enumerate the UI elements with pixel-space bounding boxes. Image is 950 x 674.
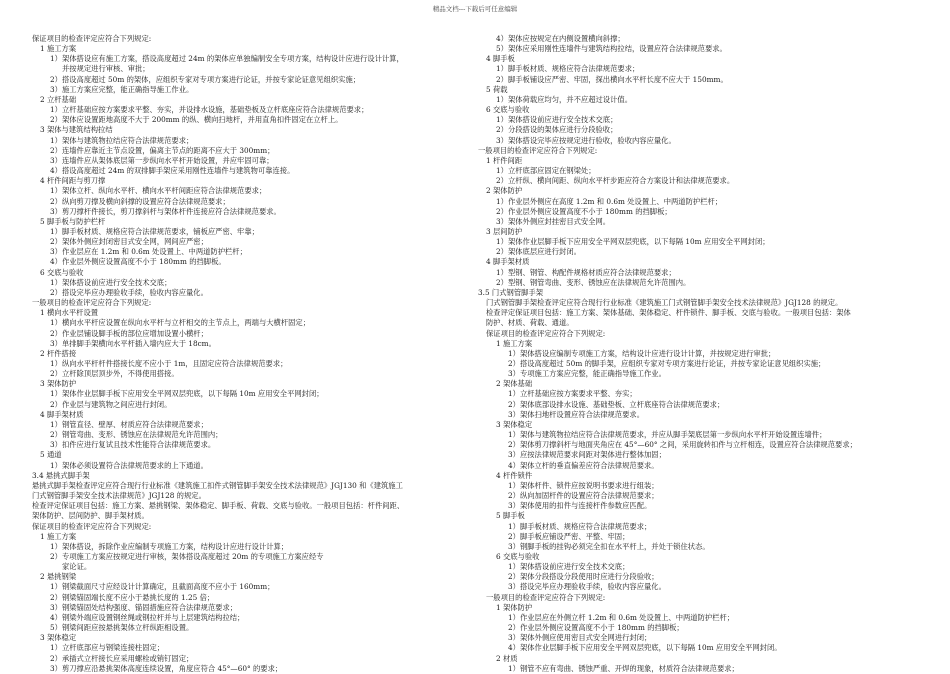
right-text-line: 1）立杆基础应按方案要求平整、夯实； — [508, 389, 637, 399]
right-text-line: 防护、材质、荷载、通道。 — [486, 318, 574, 328]
left-column — [32, 34, 480, 674]
right-text-line: 2）脚手板铺设应严密、牢固，探出横向水平杆长度不应大于 150mm。 — [496, 74, 728, 84]
right-text-line: 4 杆件锁件 — [496, 470, 533, 480]
left-text-line: 3.4 悬挑式脚手架 — [32, 470, 90, 480]
left-text-line: 并按规定进行审核、审批； — [62, 64, 150, 74]
right-text-line: 2）立杆纵、横向间距、纵向水平杆步距应符合方案设计和法律规范要求。 — [496, 176, 735, 186]
right-text-line: 5 荷载 — [486, 84, 508, 94]
left-text-line: 3）连墙件应从架体底层第一步纵向水平杆开始设置，并应牢固可靠； — [50, 155, 274, 165]
right-text-line: 2）作业层外侧应设置高度不小于 180mm 的挡脚板； — [496, 206, 672, 216]
right-text-line: 2 材质 — [496, 653, 518, 663]
right-text-line: 4 脚手板 — [486, 54, 515, 64]
left-text-line: 1）架体搭设前应进行安全技术交底； — [50, 277, 172, 287]
right-text-line: 3）架体搭设完毕应按规定进行验收，验收内容应量化。 — [496, 135, 676, 145]
left-text-line: 2）立杆除顶层顶步外，不得使用搭接。 — [50, 369, 179, 379]
right-text-line: 1）架体作业层脚手板下应用安全平网双层兜底，以下每隔 10m 应用安全平网封闭； — [496, 237, 770, 247]
right-text-line: 保证项目的检查评定应符合下列规定: — [486, 328, 606, 338]
right-text-line: 1 杆件间距 — [486, 155, 523, 165]
right-text-line: 1）架体搭设应编制专项施工方案，结构设计应进行设计计算，并按规定进行审批； — [508, 348, 776, 358]
right-text-line: 1 施工方案 — [496, 338, 533, 348]
left-text-line: 1）立杆底部应与钢梁连接柱固定； — [50, 643, 165, 653]
left-text-line: 架体防护、层间防护、脚手架材质。 — [32, 511, 149, 521]
left-text-line: 2）搭设完毕应办理验收手续，验收内容应量化。 — [50, 287, 208, 297]
right-text-line: 1）架体荷载应均匀，并不应超过设计值。 — [496, 94, 632, 104]
left-text-line: 1）钢梁截面尺寸应经设计计算确定，且截面高度不应小于 160mm； — [50, 582, 275, 592]
left-text-line: 4 脚手架材质 — [40, 409, 84, 419]
right-text-line: 3）架体扫地杆设置应符合法律规范要求。 — [508, 409, 644, 419]
left-text-line: 3 架体防护 — [40, 379, 77, 389]
right-text-line: 2）脚手板应铺设严密、平整、牢固； — [508, 531, 630, 541]
left-text-line: 1）脚手板材质、规格应符合法律规范要求，铺板应严密、牢靠； — [50, 226, 259, 236]
left-text-line: 1）纵向水平杆杆件搭接长度不应小于 1m，且固定应符合法律规范要求； — [50, 359, 288, 368]
left-text-line: 3）剪刀撑杆件接长，剪刀撑斜杆与架体杆件连接应符合法律规范要求。 — [50, 206, 281, 216]
right-text-line: 1）架体搭设前应进行安全技术交底； — [496, 115, 618, 125]
right-text-line: 2）架体底部设排水设施、基础垫板、立杆底座符合法律规范要求； — [508, 399, 725, 409]
right-text-line: 4）架体立杆的垂直偏差应符合法律规范要求。 — [508, 460, 659, 470]
right-text-line: 4）架体作业层脚手板下应用安全平网双层兜底，以下每隔 10m 应用安全平网封闭。 — [508, 643, 782, 653]
right-text-line: 1）脚手板材质、规格应符合法律规范要求； — [508, 521, 652, 531]
left-text-line: 1）架体立杆、纵向水平杆、横向水平杆间距应符合法律规范要求； — [50, 186, 267, 196]
left-text-line: 2 立杆基础 — [40, 94, 77, 104]
left-text-line: 2）作业层与建筑物之间应进行封闭。 — [50, 399, 172, 409]
right-text-line: 1）钢管不应有弯曲、锈蚀严重、开焊的现象，材质符合法律规范要求； — [508, 663, 739, 673]
left-text-line: 悬挑式脚手架检查评定应符合现行行业标准《建筑施工扣件式钢管脚手架安全技术法律规范》JGJ130 和《建筑施工 — [32, 480, 403, 490]
left-text-line: 1）架体作业层脚手板下应用安全平网双层兜底，以下每隔 10m 应用安全平网封闭； — [50, 389, 324, 399]
right-text-line: 2）纵向加固杆件的设置应符合法律规范要求； — [508, 491, 659, 501]
right-text-line: 门式钢管脚手架检查评定应符合现行行业标准《建筑施工门式钢管脚手架安全技术法律规范》JGJ128 的规定。 — [486, 298, 843, 308]
left-text-line: 5 脚手板与防护栏杆 — [40, 216, 106, 226]
left-text-line: 2）承插式立杆接长应采用螺栓或销钉固定； — [50, 653, 194, 663]
right-text-line: 2）搭设高度超过 50m 的脚手架，应组织专家对专项方案进行论证，并按专家论证意见组织实施； — [508, 359, 826, 368]
left-text-line: 1）架体搭设应有施工方案，搭设高度超过 24m 的架体应单独编制安全专项方案，结构设计应进行设计计算， — [50, 54, 404, 64]
left-text-line: 1）架体必须设置符合法律规范要求的上下通道。 — [50, 460, 208, 470]
right-text-line: 3）应按法律规范要求间距对架体进行整体加固； — [508, 450, 666, 460]
right-text-line: 2）作业层外侧应设置高度不小于 180mm 的挡脚板； — [508, 623, 684, 633]
left-text-line: 1）钢管直径、壁厚、材质应符合法律规范要求； — [50, 419, 208, 429]
left-text-line: 3）剪刀撑应沿悬挑架体高度连续设置，角度应符合 45°—60° 的要求； — [50, 663, 283, 673]
left-text-line: 5 通道 — [40, 450, 62, 460]
left-text-line: 2）专项施工方案应按规定进行审核，架体搭设高度超过 20m 的专项施工方案应经专 — [50, 551, 324, 561]
left-text-line: 2）钢管弯曲、变形、锈蚀应在法律规范允许范围内； — [50, 430, 223, 440]
right-text-line: 2 架体基础 — [496, 379, 533, 389]
left-text-line: 1 横向水平杆设置 — [40, 308, 99, 318]
left-text-line: 3）钢梁锚固处结构强度、锚固措施应符合法律规范要求； — [50, 602, 238, 612]
left-text-line: 2）钢梁锚固端长度不应小于悬挑长度的 1.25 倍； — [50, 592, 215, 602]
right-text-line: 1）架体搭设前应进行安全技术交底； — [508, 562, 630, 572]
right-text-line: 1）脚手板材质、规格应符合法律规范要求； — [496, 64, 640, 74]
left-text-line: 检查评定保证项目包括：施工方案、悬挑钢梁、架体稳定、脚手板、荷载、交底与验收。一般项目包括：杆件间距、 — [32, 501, 405, 511]
left-text-line: 保证项目的检查评定应符合下列规定: — [32, 34, 152, 43]
right-text-line: 4 脚手架材质 — [486, 257, 530, 267]
right-text-line: 3）钢脚手板的挂钩必须完全扣在水平杆上，并处于锁住状态。 — [508, 541, 710, 551]
right-text-line: 3 层间防护 — [486, 226, 523, 236]
left-text-line: 3 架体稳定 — [40, 633, 77, 643]
left-text-line: 1）架体与建筑物拉结应符合法律规范要求； — [50, 135, 194, 145]
left-text-line: 保证项目的检查评定应符合下列规定: — [32, 521, 152, 531]
right-text-line: 1）架体与建筑物拉结应符合法律规范要求，并应从脚手架底层第一步纵向水平杆开始设置连墙件； — [508, 430, 827, 440]
left-text-line: 3）单排脚手架横向水平杆插入墙内应大于 18cm。 — [50, 338, 216, 348]
right-text-line: 2）型钢、钢管弯曲、变形、锈蚀应在法律规范允许范围内。 — [496, 277, 691, 287]
right-text-line: 3）架体使用的扣件与连接杆件参数应匹配。 — [508, 501, 652, 511]
right-text-line: 1）架体杆件、锁件应按说明书要求进行组装； — [508, 480, 659, 490]
left-text-line: 一般项目的检查评定应符合下列规定: — [32, 298, 152, 308]
left-text-line: 4）搭设高度超过 24m 的双排脚手架应采用刚性连墙件与建筑物可靠连接。 — [50, 166, 295, 176]
left-text-line: 1）横向水平杆应设置在纵向水平杆与立杆相交的主节点上，两端与大横杆固定； — [50, 318, 311, 328]
left-text-line: 2 杆件搭接 — [40, 348, 77, 358]
left-text-line: 3）施工方案应完整，能正确指导施工作业。 — [50, 84, 194, 94]
right-text-line: 一般项目的检查评定应符合下列规定: — [478, 145, 598, 155]
left-text-line: 3）作业层应在 1.2m 和 0.6m 处设置上、中两道防护栏杆； — [50, 247, 247, 257]
left-text-line: 4）钢梁外端应设置钢丝绳或钢拉杆并与上层建筑结构拉结； — [50, 612, 245, 622]
left-text-line: 2）搭设高度超过 50m 的架体，应组织专家对专项方案进行论证，并按专家论证意见组织实施； — [50, 74, 361, 84]
right-text-line: 3）架体外侧应使用密目式安全网进行封闭； — [508, 633, 652, 643]
right-text-line: 3 架体稳定 — [496, 419, 533, 429]
left-text-line: 4）作业层外侧应设置高度不小于 180mm 的挡脚板。 — [50, 257, 226, 267]
right-text-line: 1）型钢、钢管、构配件规格材质应符合法律规范要求； — [496, 267, 676, 277]
left-text-line: 1）立杆基础应按方案要求平整、夯实，并设排水设施，基础垫板及立杆底座应符合法律规范要求； — [50, 105, 369, 115]
left-text-line: 门式钢管脚手架安全技术法律规范》JGJ128 的规定。 — [32, 491, 206, 501]
left-text-line: 2）架体应设置距地高度不大于 200mm 的纵、横向扫地杆，并用直角扣件固定在立杆上。 — [50, 115, 343, 125]
right-text-line: 2）架体分段搭设分段使用时应进行分段验收； — [508, 572, 659, 582]
right-text-line: 3）搭设完毕应办理验收手续，验收内容应量化。 — [508, 582, 666, 592]
left-text-line: 1 施工方案 — [40, 44, 77, 54]
right-text-line: 1）作业层应在外侧立杆 1.2m 和 0.6m 处设置上、中两道防护栏杆； — [508, 612, 735, 622]
right-text-line: 6 交底与验收 — [486, 105, 530, 115]
left-text-line: 5）钢梁间距应按悬挑架体立杆纵距相设置。 — [50, 623, 194, 633]
left-text-line: 2）作业层铺设脚手板的部位应增加设置小横杆； — [50, 328, 208, 338]
right-text-line: 1 架体防护 — [496, 602, 533, 612]
right-text-line: 3）架体外侧应封挂密目式安全网。 — [496, 216, 611, 226]
right-text-line: 检查评定保证项目包括：施工方案、架体基础、架体稳定、杆件锁件、脚手板、交底与验收。一般项目包括：架体 — [486, 308, 851, 318]
right-text-line: 3）专项施工方案应完整，能正确指导施工作业。 — [508, 369, 666, 379]
left-text-line: 2）架体外侧应封闭密目式安全网，网间应严密； — [50, 237, 208, 247]
left-text-line: 2 悬挑钢梁 — [40, 572, 77, 582]
right-text-line: 6 交底与验收 — [496, 551, 540, 561]
left-text-line: 3）扣件应进行复试且技术性能符合法律规范要求。 — [50, 440, 216, 450]
right-text-line: 4）架体应按规定在内侧设置横向斜撑； — [496, 34, 625, 43]
right-text-line: 一般项目的检查评定应符合下列规定: — [486, 592, 606, 602]
right-text-line: 1）作业层外侧应在高度 1.2m 和 0.6m 处设置上、中两道防护栏杆； — [496, 196, 723, 206]
right-column — [478, 34, 918, 674]
left-text-line: 1 施工方案 — [40, 531, 77, 541]
right-text-line: 5）架体应采用刚性连墙件与建筑结构拉结，设置应符合法律规范要求。 — [496, 44, 727, 54]
left-text-line: 1）架体搭设，拆除作业应编制专项施工方案，结构设计应进行设计计算； — [50, 541, 289, 551]
right-text-line: 2）架体剪刀撑斜杆与地面夹角应在 45°—60° 之间，采用旋转扣件与立杆相连，设置应符合法律规范要求； — [508, 440, 857, 450]
left-text-line: 6 交底与验收 — [40, 267, 84, 277]
left-text-line: 家论证。 — [62, 562, 92, 572]
right-text-line: 5 脚手板 — [496, 511, 525, 521]
page-header: 精品文档---下载后可任意编辑 — [432, 5, 518, 13]
right-text-line: 2）架体底层应进行封闭。 — [496, 247, 581, 257]
right-text-line: 3.5 门式钢管脚手架 — [478, 287, 544, 297]
right-text-line: 2 架体防护 — [486, 186, 523, 196]
left-text-line: 4 杆件间距与剪刀撑 — [40, 176, 106, 186]
right-text-line: 1）立杆底部应固定在钢梁处； — [496, 166, 596, 176]
left-text-line: 2）连墙件应靠近主节点设置，偏离主节点的距离不应大于 300mm； — [50, 145, 275, 155]
right-text-line: 2）分段搭设的架体应进行分段验收； — [496, 125, 618, 135]
left-text-line: 3 架体与建筑结构拉结 — [40, 125, 113, 135]
left-text-line: 2）纵向剪刀撑及横向斜撑的设置应符合法律规范要求； — [50, 196, 230, 206]
